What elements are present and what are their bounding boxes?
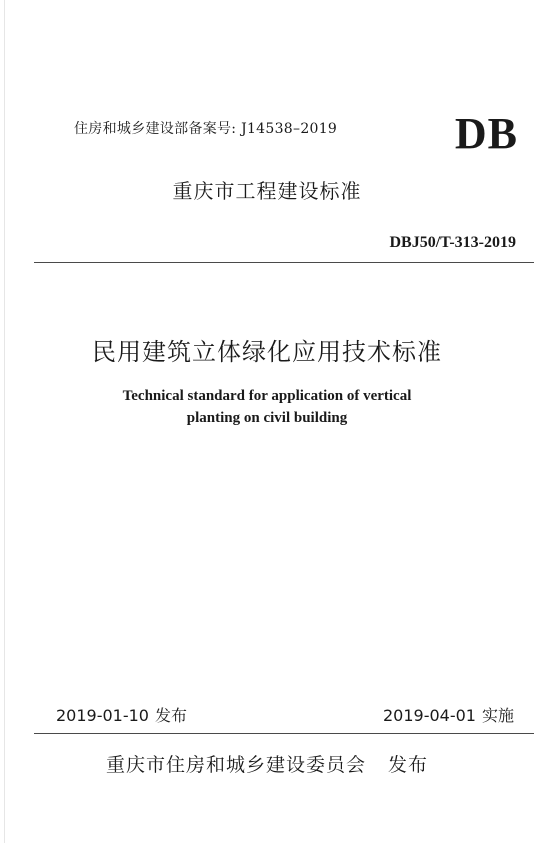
title-english-line-1: Technical standard for application of vertical [122,388,412,404]
title-chinese: 民用建筑立体绿化应用技术标准 [92,338,442,366]
issue-date: 2019-01-10 [56,706,149,725]
filing-number: 住房和城乡建设部备案号: J14538–2019 [74,121,338,137]
effective-date-block [383,703,514,726]
issue-date-block [56,703,187,726]
effective-label: 实施 [481,706,514,725]
issue-label: 发布 [154,706,187,725]
standard-number: DBJ50/T-313-2019 [389,234,516,251]
publisher-action: 发布 [388,754,429,776]
db-mark: DB [454,109,518,158]
top-divider [34,262,534,263]
effective-date: 2019-04-01 [383,706,476,725]
issuer-standard-category: 重庆市工程建设标准 [172,179,362,203]
bottom-divider [34,733,534,734]
title-english-line-2: planting on civil building [186,410,348,426]
publisher-line [0,750,534,777]
title-english [0,385,534,429]
publisher-name: 重庆市住房和城乡建设委员会 [105,754,366,776]
